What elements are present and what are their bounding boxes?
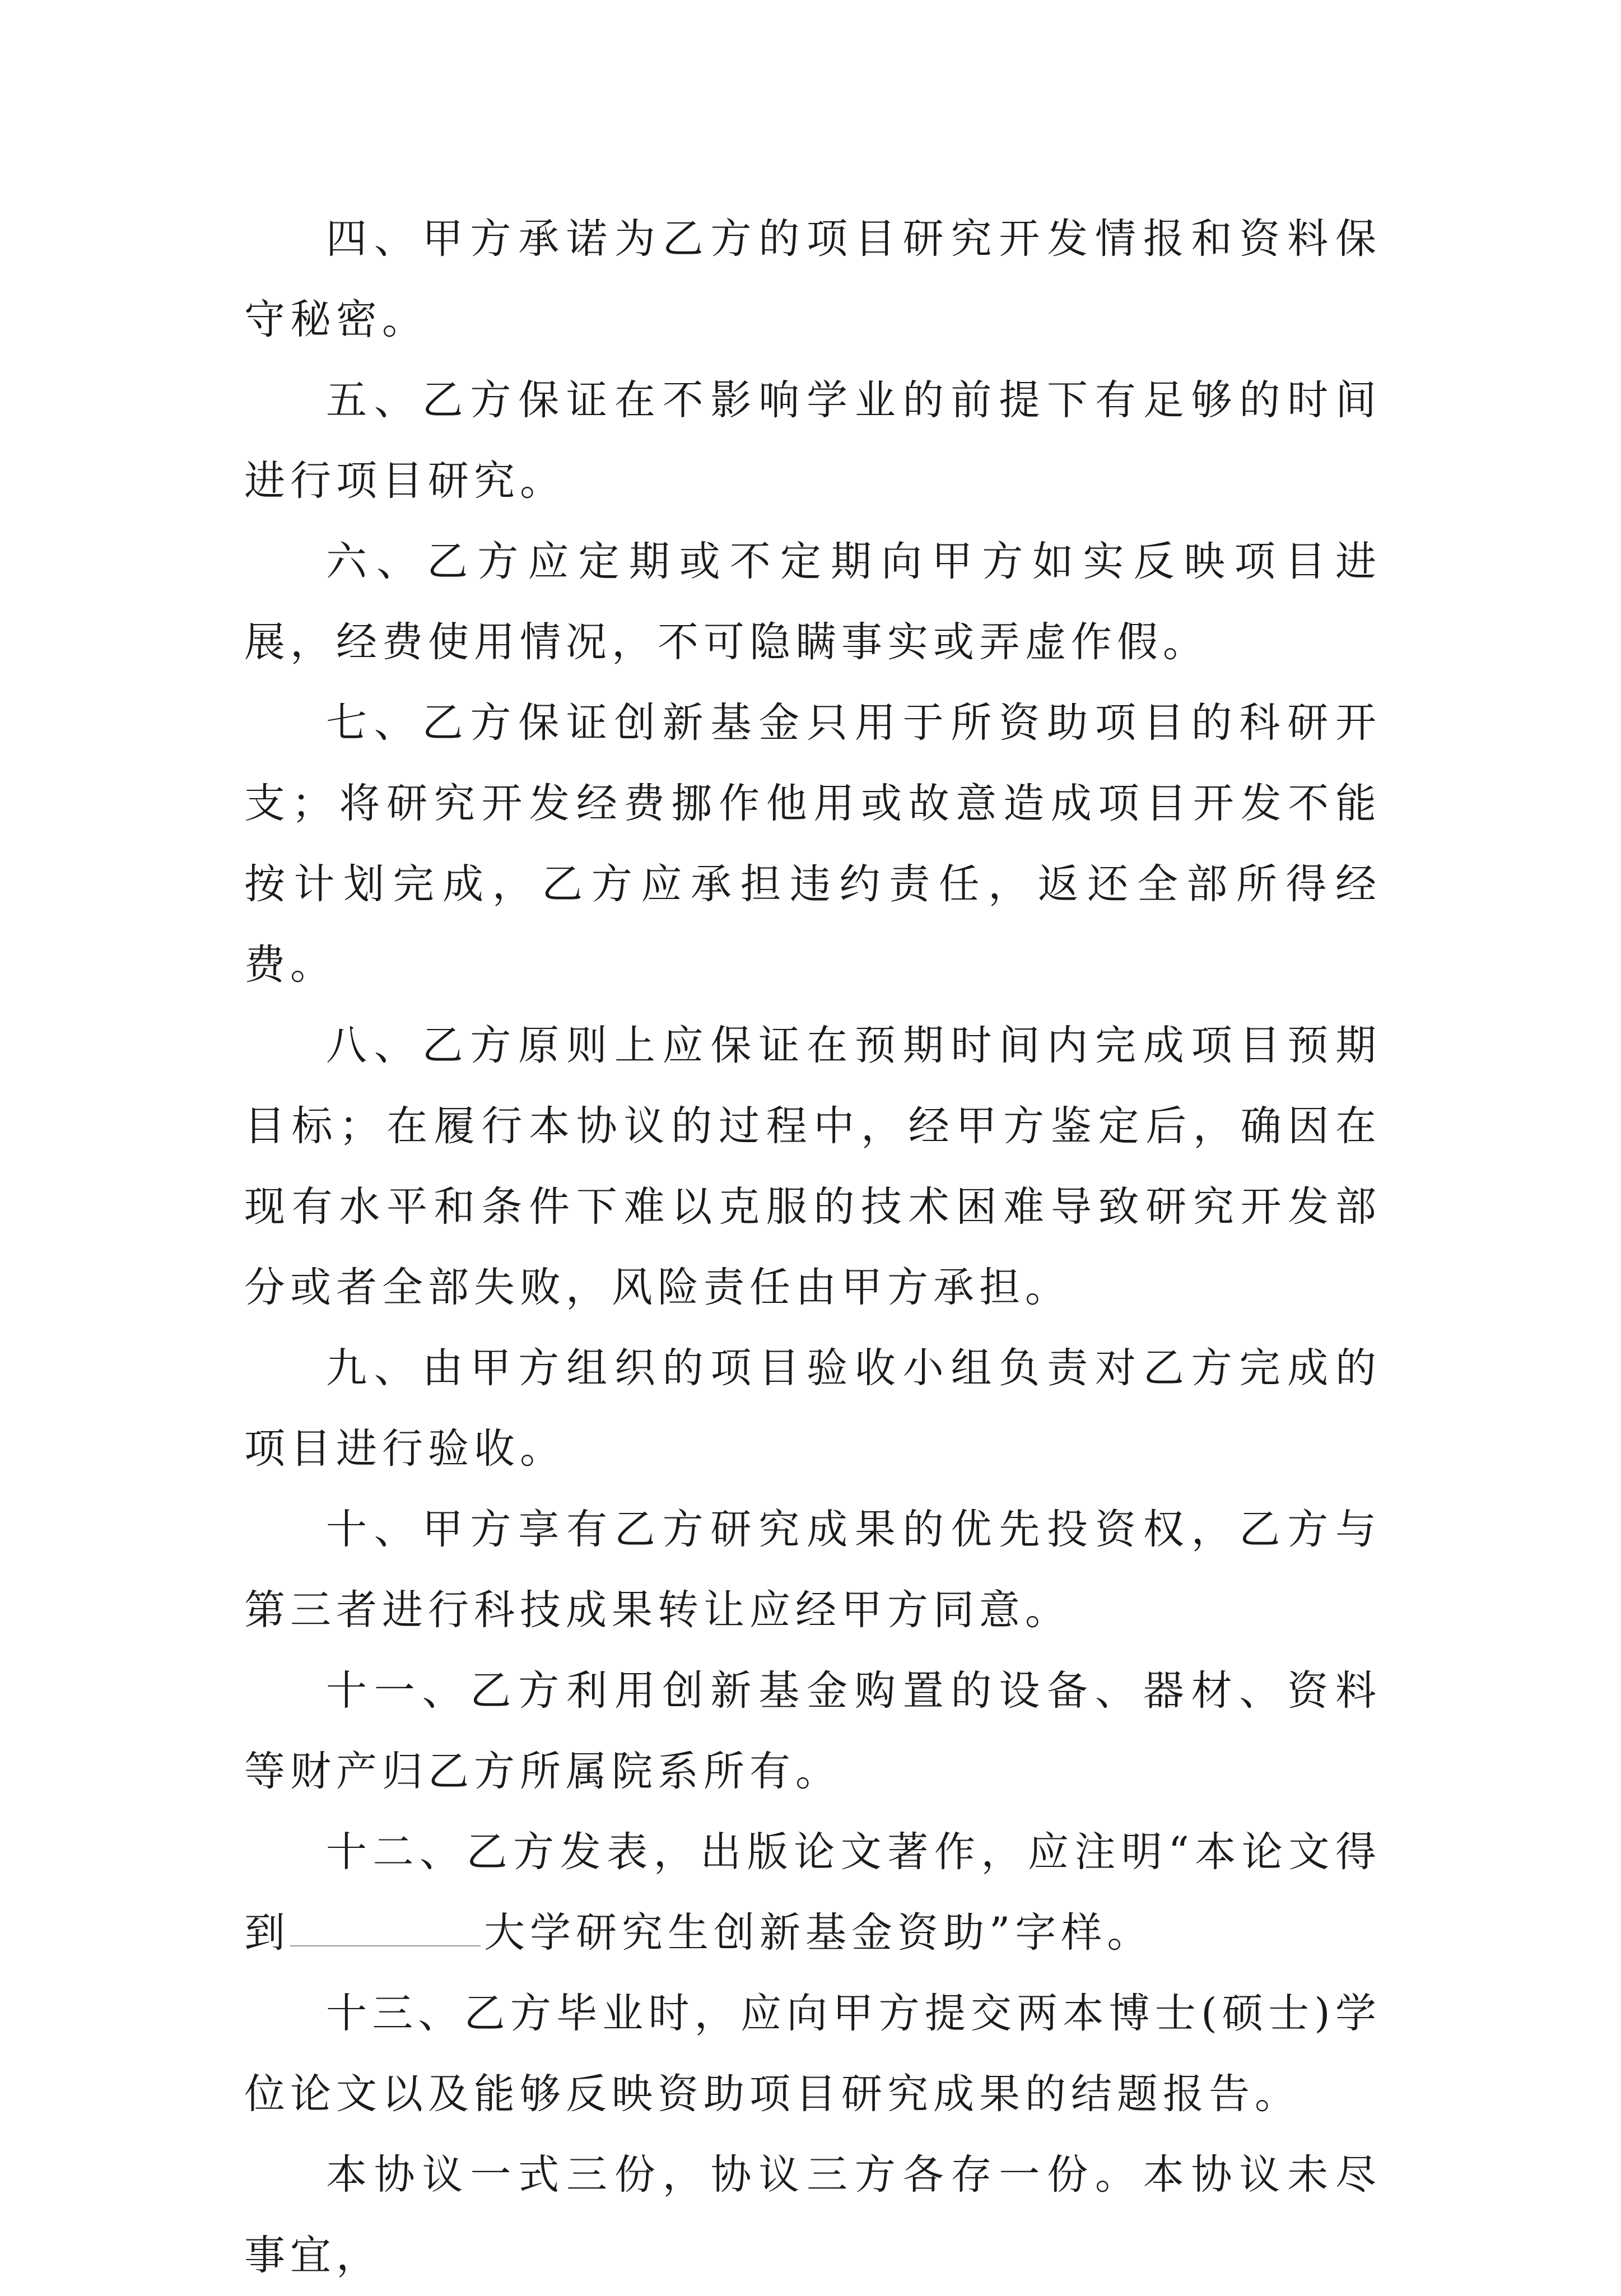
clause-10: 十、甲方享有乙方研究成果的优先投资权，乙方与第三者进行科技成果转让应经甲方同意。 xyxy=(244,1506,1381,1634)
clause-9: 九、由甲方组织的项目验收小组负责对乙方完成的项目进行验收。 xyxy=(244,1344,1381,1473)
document-body xyxy=(244,199,1381,2296)
clause-12-part2: 大学研究生创新基金资助”字样。 xyxy=(484,1909,1153,1957)
clause-7: 七、乙方保证创新基金只用于所资助项目的科研开支；将研究开发经费挪作他用或故意造成项目开发不能按计划完成，乙方应承担违约责任，返还全部所得经费。 xyxy=(244,699,1381,989)
closing-clause: 本协议一式三份，协议三方各存一份。本协议未尽事宜， xyxy=(244,2151,1381,2279)
clause-11: 十一、乙方利用创新基金购置的设备、器材、资料等财产归乙方所属院系所有。 xyxy=(244,1667,1381,1795)
clause-4: 四、甲方承诺为乙方的项目研究开发情报和资料保守秘密。 xyxy=(244,215,1381,343)
clause-13: 十三、乙方毕业时，应向甲方提交两本博士(硕士)学位论文以及能够反映资助项目研究成果的结题报告。 xyxy=(244,1990,1381,2118)
clause-12-part1: 十二、乙方发表，出版论文著作，应注明“本论文得到 xyxy=(244,1828,1381,1957)
university-name-blank xyxy=(290,1912,481,1946)
clause-8: 八、乙方原则上应保证在预期时间内完成项目预期目标；在履行本协议的过程中，经甲方鉴定后，确因在现有水平和条件下难以克服的技术困难导致研究开发部分或者全部失败，风险责任由甲方承担。 xyxy=(244,1022,1381,1311)
clause-6: 六、乙方应定期或不定期向甲方如实反映项目进展，经费使用情况，不可隐瞒事实或弄虚作假。 xyxy=(244,538,1381,666)
clause-12 xyxy=(244,1812,1381,1973)
clause-5: 五、乙方保证在不影响学业的前提下有足够的时间进行项目研究。 xyxy=(244,376,1381,505)
